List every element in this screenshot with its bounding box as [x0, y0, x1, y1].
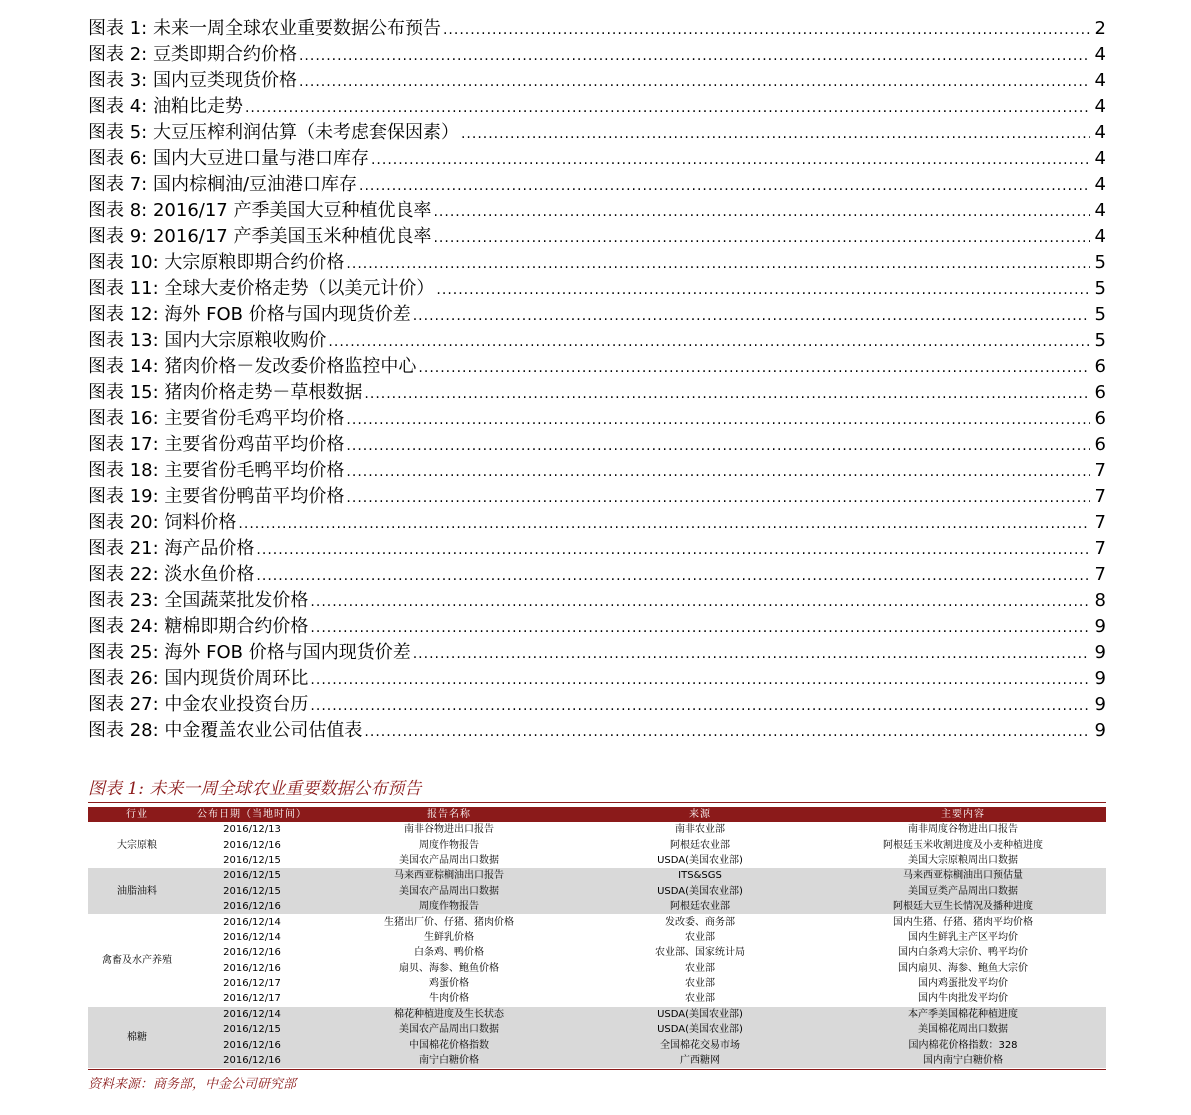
toc-entry-page: 5 — [1094, 252, 1106, 273]
toc-entry-page: 4 — [1094, 96, 1106, 117]
toc-entry[interactable] — [88, 484, 1106, 510]
toc-dot-leader — [433, 199, 1090, 225]
toc-entry-page: 4 — [1094, 174, 1106, 195]
content-cell: 美国豆类产品周出口数据 — [820, 884, 1106, 899]
toc-entry-page: 9 — [1094, 642, 1106, 663]
report-cell: 扇贝、海参、鲍鱼价格 — [318, 961, 580, 976]
toc-entry-label: 图表 16: 主要省份毛鸡平均价格 — [88, 408, 345, 429]
toc-entry[interactable] — [88, 146, 1106, 172]
toc-entry[interactable] — [88, 16, 1106, 42]
source-cell: 广西糖网 — [580, 1053, 820, 1068]
report-cell: 白条鸡、鸭价格 — [318, 945, 580, 960]
date-cell: 2016/12/17 — [186, 991, 318, 1006]
title-rule — [88, 802, 1106, 803]
toc-entry-page: 8 — [1094, 590, 1106, 611]
toc-dot-leader — [310, 667, 1090, 693]
industry-cell: 禽畜及水产养殖 — [88, 914, 186, 1006]
report-cell: 美国农产品周出口数据 — [318, 853, 580, 868]
toc-entry-label: 图表 6: 国内大豆进口量与港口库存 — [88, 148, 369, 169]
toc-entry[interactable] — [88, 718, 1106, 744]
toc-entry-label: 图表 17: 主要省份鸡苗平均价格 — [88, 434, 345, 455]
date-cell: 2016/12/14 — [186, 930, 318, 945]
toc-dot-leader — [256, 537, 1090, 563]
toc-dot-leader — [310, 693, 1090, 719]
table-row — [88, 914, 1106, 929]
toc-entry-page: 4 — [1094, 148, 1106, 169]
table-row — [88, 961, 1106, 976]
toc-entry[interactable] — [88, 536, 1106, 562]
industry-cell: 棉糖 — [88, 1007, 186, 1069]
toc-entry[interactable] — [88, 380, 1106, 406]
source-cell: 农业部、国家统计局 — [580, 945, 820, 960]
table-row — [88, 899, 1106, 914]
report-cell: 美国农产品周出口数据 — [318, 1022, 580, 1037]
toc-entry-label: 图表 11: 全球大麦价格走势（以美元计价） — [88, 278, 435, 299]
table-row — [88, 930, 1106, 945]
date-cell: 2016/12/13 — [186, 822, 318, 837]
content-cell: 马来西亚棕榈油出口预估量 — [820, 868, 1106, 883]
toc-entry-label: 图表 14: 猪肉价格－发改委价格监控中心 — [88, 356, 417, 377]
header-content: 主要内容 — [820, 807, 1106, 822]
toc-entry-label: 图表 5: 大豆压榨利润估算（未考虑套保因素） — [88, 122, 459, 143]
toc-entry-page: 7 — [1094, 512, 1106, 533]
toc-entry-label: 图表 28: 中金覆盖农业公司估值表 — [88, 720, 363, 741]
toc-dot-leader — [418, 355, 1090, 381]
report-cell: 鸡蛋价格 — [318, 976, 580, 991]
source-note: 资料来源：商务部，中金公司研究部 — [88, 1077, 297, 1093]
toc-dot-leader — [413, 303, 1090, 329]
toc-entry[interactable] — [88, 406, 1106, 432]
toc-entry-page: 4 — [1094, 122, 1106, 143]
toc-dot-leader — [436, 277, 1090, 303]
date-cell: 2016/12/16 — [186, 945, 318, 960]
toc-dot-leader — [245, 95, 1090, 121]
date-cell: 2016/12/15 — [186, 1022, 318, 1037]
content-cell: 国内南宁白糖价格 — [820, 1053, 1106, 1068]
header-date: 公布日期（当地时间） — [186, 807, 318, 822]
toc-entry-label: 图表 3: 国内豆类现货价格 — [88, 70, 297, 91]
date-cell: 2016/12/16 — [186, 837, 318, 852]
toc-entry[interactable] — [88, 276, 1106, 302]
toc-entry-page: 7 — [1094, 564, 1106, 585]
source-cell: ITS&SGS — [580, 868, 820, 883]
source-cell: USDA(美国农业部) — [580, 1007, 820, 1022]
toc-entry-label: 图表 24: 糖棉即期合约价格 — [88, 616, 309, 637]
date-cell: 2016/12/16 — [186, 1037, 318, 1052]
table-row — [88, 1022, 1106, 1037]
toc-dot-leader — [310, 589, 1090, 615]
table-row — [88, 1053, 1106, 1068]
industry-cell: 油脂油料 — [88, 868, 186, 914]
toc-entry-page: 6 — [1094, 356, 1106, 377]
report-cell: 生鲜乳价格 — [318, 930, 580, 945]
toc-entry-label: 图表 27: 中金农业投资台历 — [88, 694, 309, 715]
source-cell: 阿根廷农业部 — [580, 837, 820, 852]
header-report: 报告名称 — [318, 807, 580, 822]
toc-dot-leader — [413, 641, 1090, 667]
table-row — [88, 991, 1106, 1006]
toc-entry-label: 图表 4: 油粕比走势 — [88, 96, 243, 117]
table-row — [88, 945, 1106, 960]
source-cell: 发改委、商务部 — [580, 914, 820, 929]
content-cell: 本产季美国棉花种植进度 — [820, 1007, 1106, 1022]
report-cell: 中国棉花价格指数 — [318, 1037, 580, 1052]
toc-dot-leader — [346, 485, 1090, 511]
toc-entry-page: 9 — [1094, 720, 1106, 741]
bottom-rule — [88, 1069, 1106, 1070]
toc-dot-leader — [238, 511, 1090, 537]
content-cell: 国内白条鸡大宗价、鸭平均价 — [820, 945, 1106, 960]
toc-entry-page: 2 — [1094, 18, 1106, 39]
content-cell: 国内生鲜乳主产区平均价 — [820, 930, 1106, 945]
toc-entry[interactable] — [88, 94, 1106, 120]
toc-dot-leader — [299, 43, 1090, 69]
toc-entry[interactable] — [88, 458, 1106, 484]
content-cell: 美国大宗原粮周出口数据 — [820, 853, 1106, 868]
date-cell: 2016/12/17 — [186, 976, 318, 991]
toc-dot-leader — [256, 563, 1090, 589]
toc-entry[interactable] — [88, 666, 1106, 692]
table-of-figures — [88, 16, 1106, 744]
report-cell: 棉花种植进度及生长状态 — [318, 1007, 580, 1022]
date-cell: 2016/12/14 — [186, 1007, 318, 1022]
industry-cell: 大宗原粮 — [88, 822, 186, 868]
source-cell: USDA(美国农业部) — [580, 853, 820, 868]
toc-entry[interactable] — [88, 42, 1106, 68]
toc-entry-page: 7 — [1094, 538, 1106, 559]
toc-dot-leader — [346, 251, 1090, 277]
toc-entry-page: 6 — [1094, 382, 1106, 403]
toc-dot-leader — [433, 225, 1090, 251]
toc-entry-label: 图表 22: 淡水鱼价格 — [88, 564, 255, 585]
toc-entry[interactable] — [88, 510, 1106, 536]
toc-entry[interactable] — [88, 562, 1106, 588]
toc-entry[interactable] — [88, 432, 1106, 458]
table-body — [88, 822, 1106, 1068]
toc-entry-page: 4 — [1094, 70, 1106, 91]
source-cell: 农业部 — [580, 930, 820, 945]
toc-entry-label: 图表 20: 饲料价格 — [88, 512, 237, 533]
report-cell: 牛肉价格 — [318, 991, 580, 1006]
toc-entry-label: 图表 13: 国内大宗原粮收购价 — [88, 330, 327, 351]
date-cell: 2016/12/16 — [186, 961, 318, 976]
content-cell: 国内生猪、仔猪、猪肉平均价格 — [820, 914, 1106, 929]
toc-entry-page: 9 — [1094, 616, 1106, 637]
toc-dot-leader — [359, 173, 1090, 199]
source-cell: 南非农业部 — [580, 822, 820, 837]
toc-dot-leader — [364, 719, 1090, 745]
toc-entry-page: 6 — [1094, 434, 1106, 455]
table-row — [88, 1037, 1106, 1052]
report-cell: 周度作物报告 — [318, 899, 580, 914]
toc-entry[interactable] — [88, 614, 1106, 640]
table-header-row — [88, 807, 1106, 822]
date-cell: 2016/12/15 — [186, 868, 318, 883]
content-cell: 南非周度谷物进出口报告 — [820, 822, 1106, 837]
date-cell: 2016/12/16 — [186, 899, 318, 914]
toc-entry-label: 图表 1: 未来一周全球农业重要数据公布预告 — [88, 18, 441, 39]
toc-entry[interactable] — [88, 224, 1106, 250]
report-cell: 马来西亚棕榈油出口报告 — [318, 868, 580, 883]
source-cell: USDA(美国农业部) — [580, 884, 820, 899]
report-cell: 南宁白糖价格 — [318, 1053, 580, 1068]
toc-entry[interactable] — [88, 172, 1106, 198]
toc-entry-label: 图表 7: 国内棕榈油/豆油港口库存 — [88, 174, 358, 195]
content-cell: 美国棉花周出口数据 — [820, 1022, 1106, 1037]
report-cell: 美国农产品周出口数据 — [318, 884, 580, 899]
toc-entry-label: 图表 10: 大宗原粮即期合约价格 — [88, 252, 345, 273]
toc-entry-label: 图表 15: 猪肉价格走势－草根数据 — [88, 382, 363, 403]
header-industry: 行业 — [88, 807, 186, 822]
toc-entry-page: 4 — [1094, 226, 1106, 247]
source-cell: 全国棉花交易市场 — [580, 1037, 820, 1052]
toc-entry[interactable] — [88, 692, 1106, 718]
table-row — [88, 853, 1106, 868]
toc-entry[interactable] — [88, 354, 1106, 380]
toc-dot-leader — [443, 17, 1090, 43]
data-release-table — [88, 807, 1106, 1068]
toc-entry-page: 4 — [1094, 200, 1106, 221]
toc-entry-label: 图表 12: 海外 FOB 价格与国内现货价差 — [88, 304, 411, 325]
report-cell: 南非谷物进出口报告 — [318, 822, 580, 837]
figure-1 — [88, 776, 1106, 1092]
content-cell: 国内棉花价格指数：328 — [820, 1037, 1106, 1052]
toc-entry-page: 7 — [1094, 486, 1106, 507]
header-source: 来源 — [580, 807, 820, 822]
toc-entry-page: 9 — [1094, 668, 1106, 689]
toc-entry-label: 图表 25: 海外 FOB 价格与国内现货价差 — [88, 642, 411, 663]
toc-entry[interactable] — [88, 198, 1106, 224]
toc-entry-page: 6 — [1094, 408, 1106, 429]
content-cell: 国内扇贝、海参、鲍鱼大宗价 — [820, 961, 1106, 976]
toc-entry-label: 图表 8: 2016/17 产季美国大豆种植优良率 — [88, 200, 432, 221]
toc-entry-page: 7 — [1094, 460, 1106, 481]
source-cell: USDA(美国农业部) — [580, 1022, 820, 1037]
toc-dot-leader — [461, 121, 1090, 147]
toc-dot-leader — [364, 381, 1090, 407]
report-cell: 周度作物报告 — [318, 837, 580, 852]
toc-entry[interactable] — [88, 640, 1106, 666]
table-row — [88, 837, 1106, 852]
source-cell: 农业部 — [580, 991, 820, 1006]
toc-entry[interactable] — [88, 68, 1106, 94]
content-cell: 阿根廷大豆生长情况及播种进度 — [820, 899, 1106, 914]
date-cell: 2016/12/15 — [186, 884, 318, 899]
source-cell: 农业部 — [580, 976, 820, 991]
toc-entry[interactable] — [88, 588, 1106, 614]
content-cell: 国内牛肉批发平均价 — [820, 991, 1106, 1006]
toc-entry-label: 图表 21: 海产品价格 — [88, 538, 255, 559]
toc-dot-leader — [299, 69, 1090, 95]
toc-dot-leader — [310, 615, 1090, 641]
figure-title: 图表 1: 未来一周全球农业重要数据公布预告 — [88, 779, 422, 799]
table-row — [88, 822, 1106, 837]
date-cell: 2016/12/15 — [186, 853, 318, 868]
toc-entry-label: 图表 19: 主要省份鸭苗平均价格 — [88, 486, 345, 507]
toc-entry-page: 5 — [1094, 278, 1106, 299]
toc-dot-leader — [346, 459, 1090, 485]
toc-entry[interactable] — [88, 302, 1106, 328]
table-row — [88, 884, 1106, 899]
toc-dot-leader — [346, 407, 1090, 433]
toc-dot-leader — [371, 147, 1090, 173]
toc-entry-label: 图表 2: 豆类即期合约价格 — [88, 44, 297, 65]
toc-entry[interactable] — [88, 328, 1106, 354]
table-row — [88, 1007, 1106, 1022]
toc-entry-page: 4 — [1094, 44, 1106, 65]
date-cell: 2016/12/16 — [186, 1053, 318, 1068]
table-row — [88, 868, 1106, 883]
toc-entry-label: 图表 26: 国内现货价周环比 — [88, 668, 309, 689]
date-cell: 2016/12/14 — [186, 914, 318, 929]
toc-entry-page: 5 — [1094, 330, 1106, 351]
content-cell: 国内鸡蛋批发平均价 — [820, 976, 1106, 991]
table-row — [88, 976, 1106, 991]
source-cell: 农业部 — [580, 961, 820, 976]
toc-entry[interactable] — [88, 120, 1106, 146]
toc-entry-page: 5 — [1094, 304, 1106, 325]
toc-dot-leader — [346, 433, 1090, 459]
toc-entry-label: 图表 9: 2016/17 产季美国玉米种植优良率 — [88, 226, 432, 247]
toc-dot-leader — [328, 329, 1090, 355]
toc-entry-label: 图表 18: 主要省份毛鸭平均价格 — [88, 460, 345, 481]
toc-entry-page: 9 — [1094, 694, 1106, 715]
report-cell: 生猪出厂价、仔猪、猪肉价格 — [318, 914, 580, 929]
content-cell: 阿根廷玉米收割进度及小麦种植进度 — [820, 837, 1106, 852]
toc-entry-label: 图表 23: 全国蔬菜批发价格 — [88, 590, 309, 611]
source-cell: 阿根廷农业部 — [580, 899, 820, 914]
toc-entry[interactable] — [88, 250, 1106, 276]
